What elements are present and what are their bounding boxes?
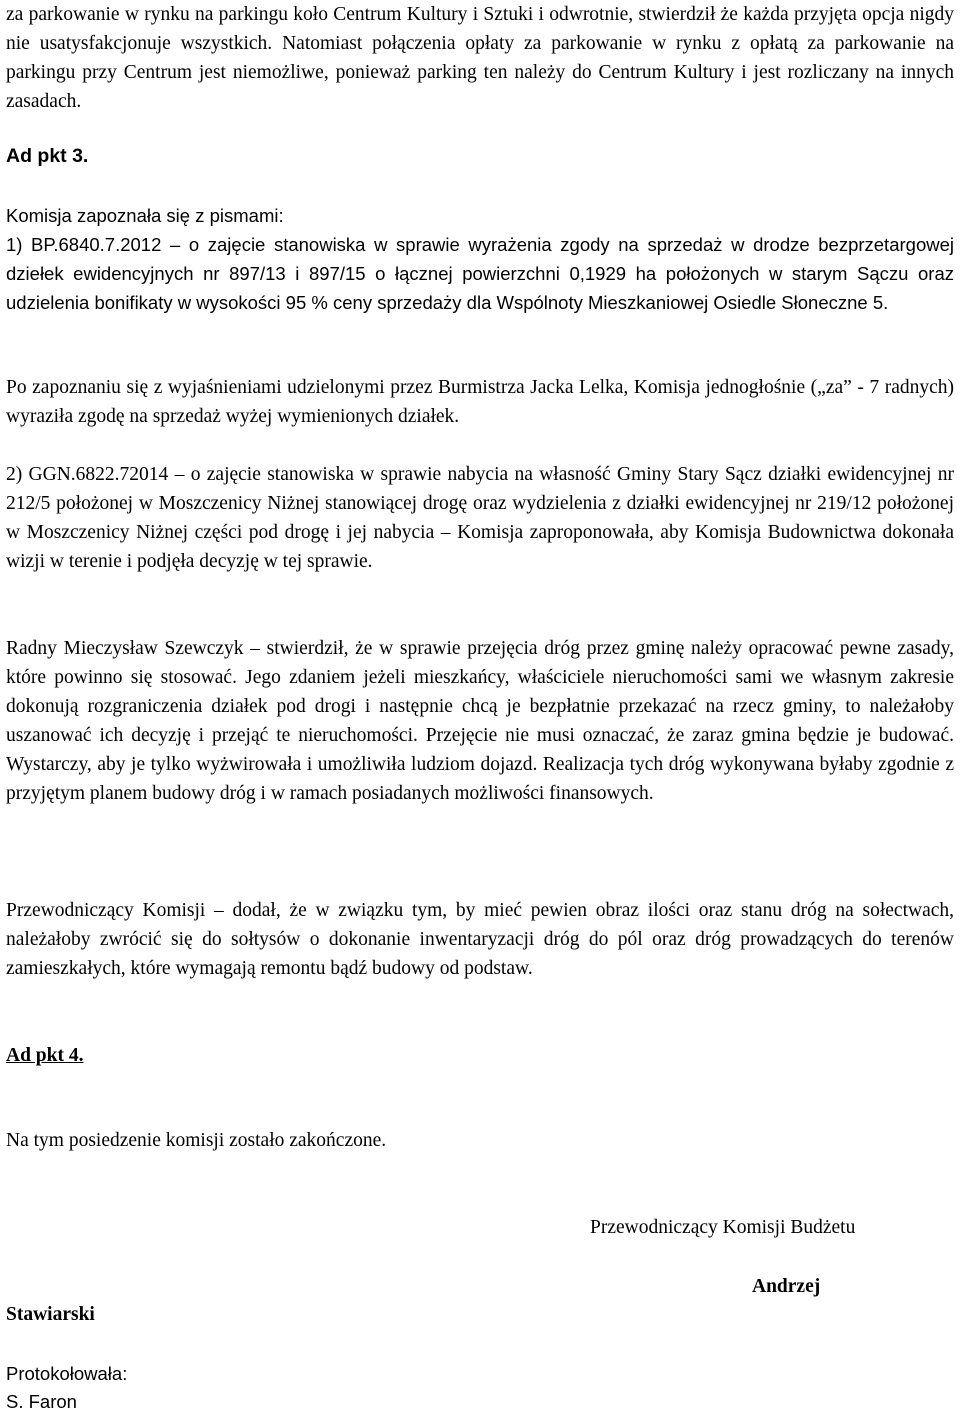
paragraph-parking: za parkowanie w rynku na parkingu koło Centrum Kultury i Sztuki i odwrotnie, stwierdził że każda przyjęta opcja nigdy nie usatysfakcjonuje wszystkich. Natomiast połączenia opłaty za parkowanie w rynku z opłatą za parkowanie na parkingu przy Centrum jest niemożliwe, ponieważ parking ten należy do Centrum Kultury i jest rozliczany na innych zasadach.	[6, 4, 954, 112]
heading-ad-pkt-3: Ad pkt 3.	[6, 145, 89, 167]
intro-pisma: Komisja zapoznała się z pismami:	[6, 205, 284, 226]
item-1-bp: 1) BP.6840.7.2012 – o zajęcie stanowiska w sprawie wyrażenia zgody na sprzedaż w drodze bezprzetargowej dziełek ewidencyjnych nr 897/13 i 897/15 o łącznej powierzchni 0,1929 ha położonych w starym Sączu oraz udzielenia bonifikaty w wysokości 95 % ceny sprzedaży dla Wspólnoty Mieszkaniowej Osiedle Słoneczne 5.	[6, 234, 954, 313]
signature-first-name: Andrzej	[752, 1276, 821, 1297]
paragraph-zgoda: Po zapoznaniu się z wyjaśnieniami udzielonymi przez Burmistrza Jacka Lelka, Komisja jednogłośnie („za” - 7 radnych) wyraziła zgodę na sprzedaż wyżej wymienionych działek.	[6, 377, 954, 427]
signature-title: Przewodniczący Komisji Budżetu	[590, 1217, 856, 1238]
recorder-name: S. Faron	[6, 1391, 77, 1412]
signature-last-name: Stawiarski	[6, 1304, 95, 1325]
heading-ad-pkt-4: Ad pkt 4.	[6, 1045, 84, 1066]
item-2-ggn: 2) GGN.6822.72014 – o zajęcie stanowiska w sprawie nabycia na własność Gminy Stary Sącz działki ewidencyjnej nr 212/5 położonej w Moszczenicy Niżnej stanowiącej drogę oraz wydzielenia z działki ewidencyjnej nr 219/12 położonej w Moszczenicy Niżnej części pod drogę i jej nabycia – Komisja zaproponowała, aby Komisja Budownictwa dokonała wizji w terenie i podjęła decyzję w tej sprawie.	[6, 464, 954, 572]
closing-statement: Na tym posiedzenie komisji zostało zakończone.	[6, 1130, 387, 1151]
paragraph-przewodniczacy: Przewodniczący Komisji – dodał, że w związku tym, by mieć pewien obraz ilości oraz stanu dróg na sołectwach, należałoby zwrócić się do sołtysów o dokonanie inwentaryzacji dróg do pól oraz dróg prowadzących do terenów zamieszkałych, które wymagają remontu bądź budowy od podstaw.	[6, 900, 954, 979]
paragraph-szewczyk: Radny Mieczysław Szewczyk – stwierdził, że w sprawie przejęcia dróg przez gminę należy opracować pewne zasady, które powinno się stosować. Jego zdaniem jeżeli mieszkańcy, właściciele nieruchomości sami we własnym zakresie dokonują rozgraniczenia działek pod drogi i następnie chcą je bezpłatnie przekazać na rzecz gminy, to należałoby uszanować ich decyzję i przejąć te nieruchomości. Przejęcie nie musi oznaczać, że zaraz gmina będzie je budować. Wystarczy, aby je tylko wyżwirowała i umożliwiła ludziom dojazd. Realizacja tych dróg wykonywana byłaby zgodnie z przyjętym planem budowy dróg i w ramach posiadanych możliwości finansowych.	[6, 638, 954, 804]
recorder-label: Protokołowała:	[6, 1363, 128, 1384]
